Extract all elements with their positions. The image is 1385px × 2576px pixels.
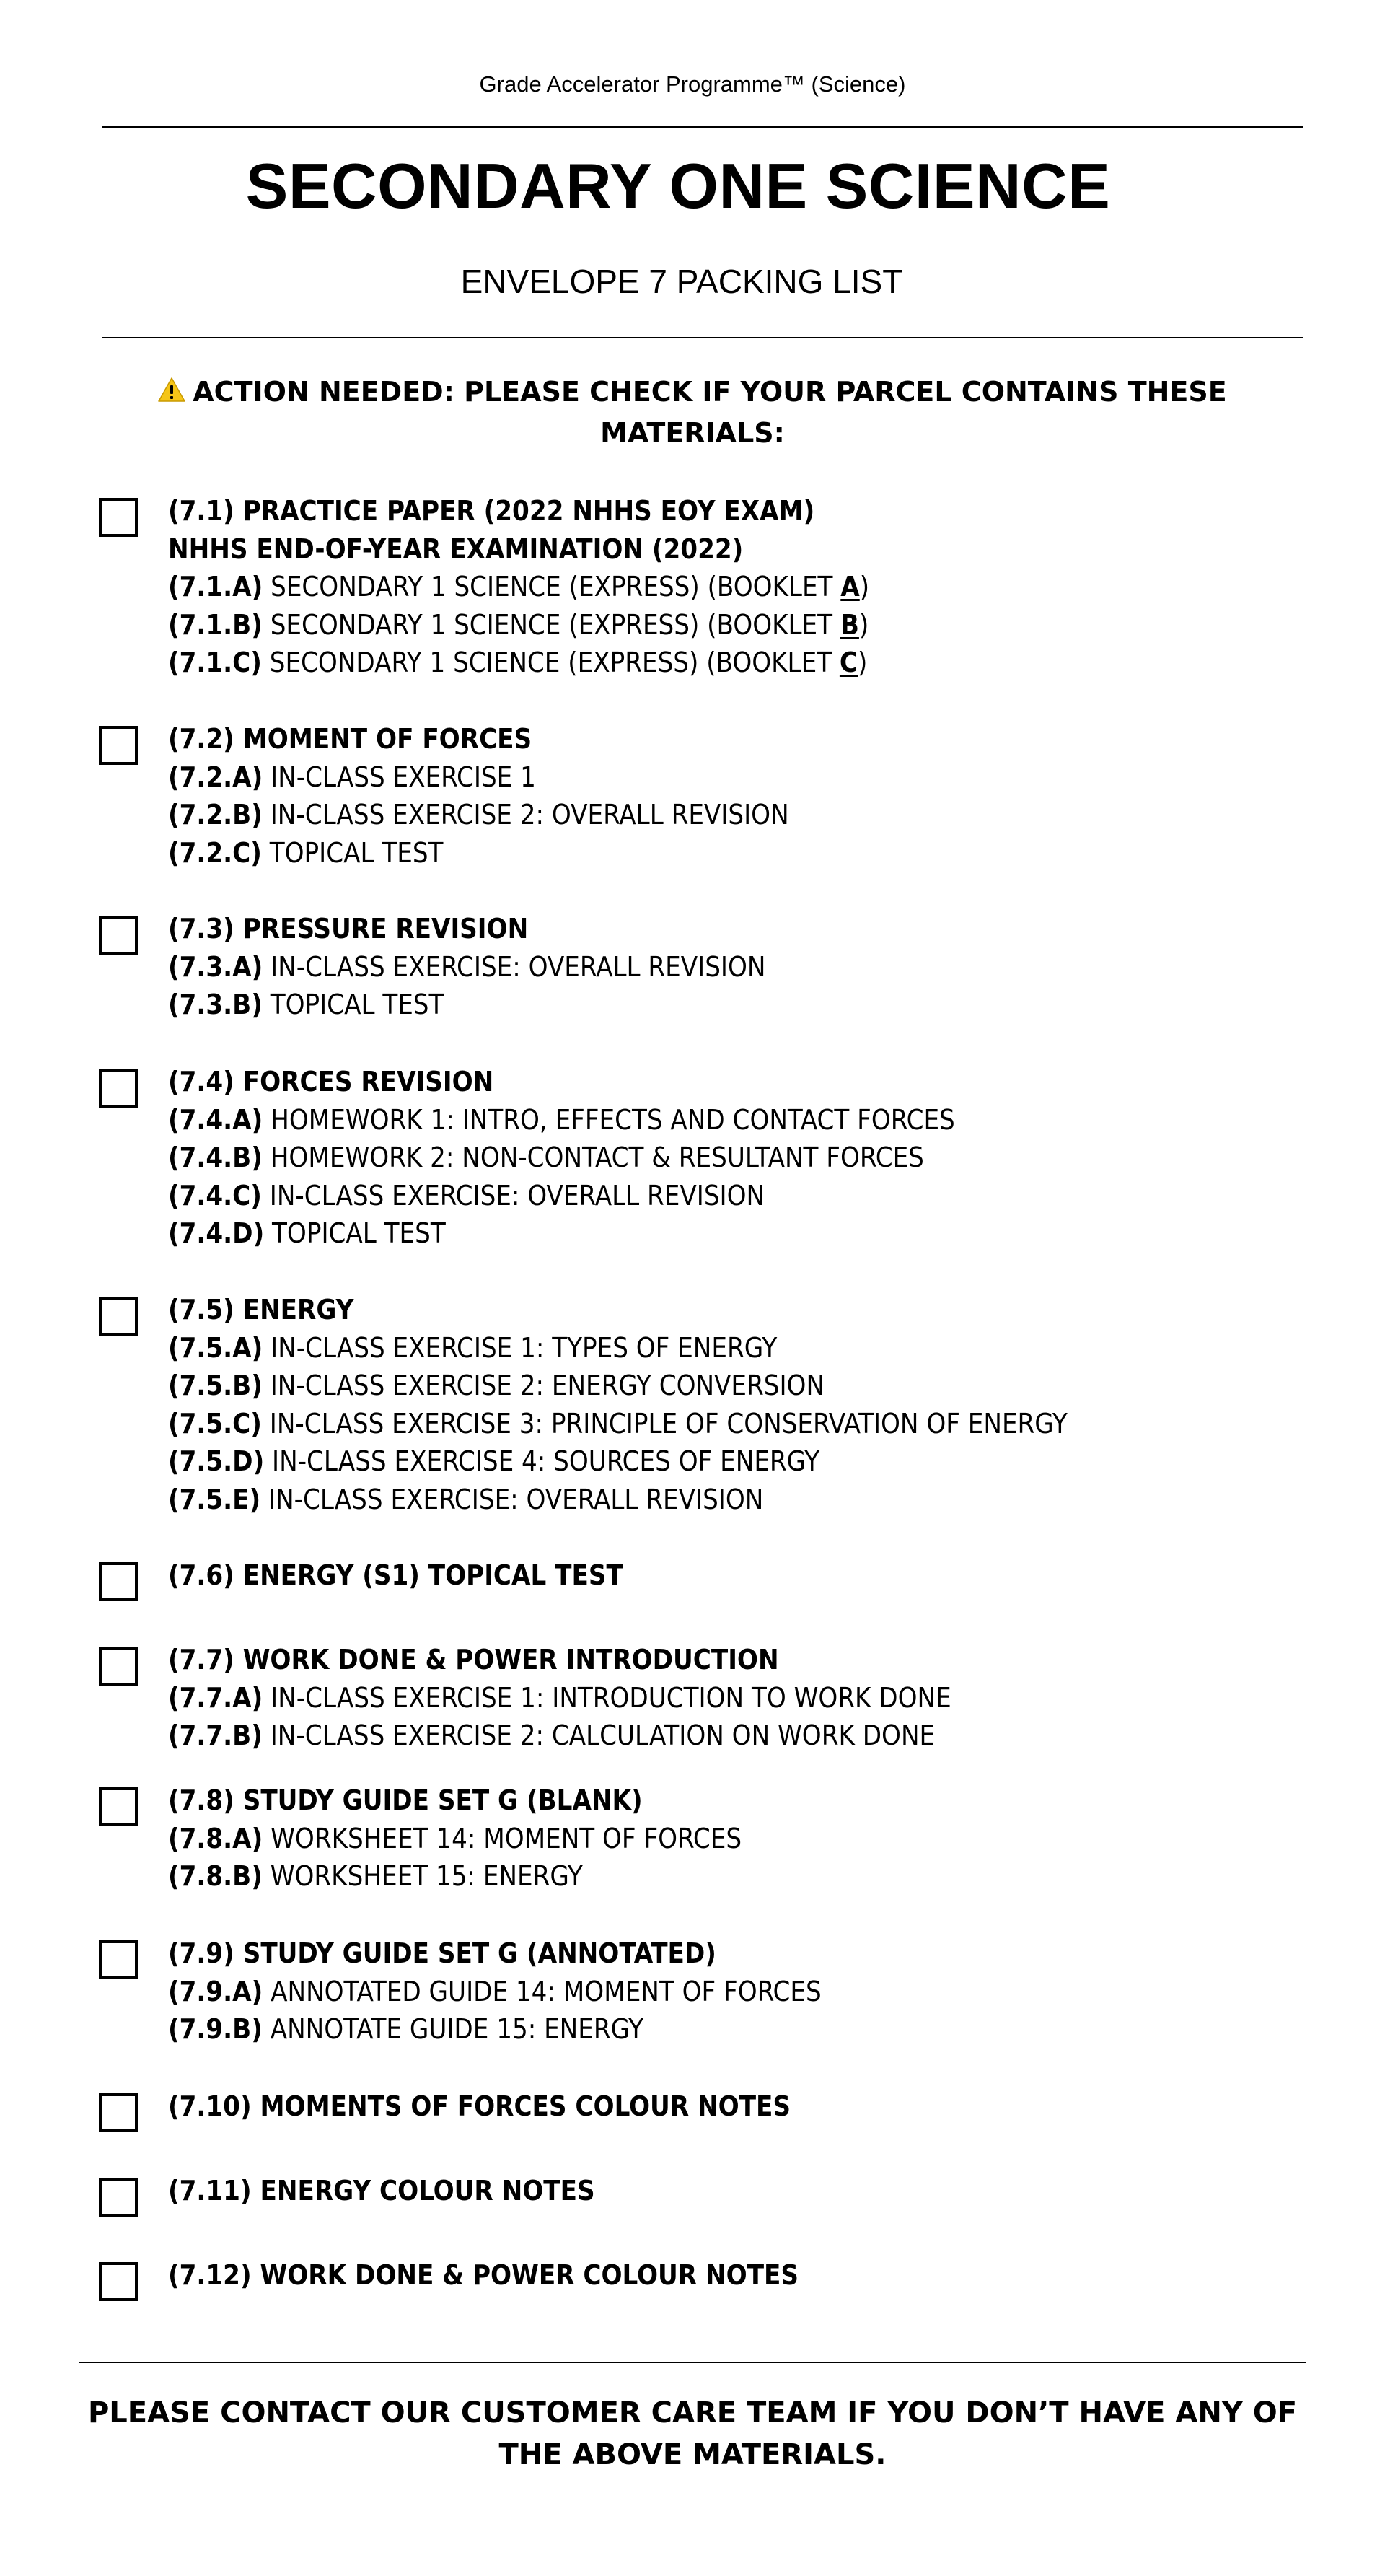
- subitem-code: (7.2.B): [168, 799, 263, 831]
- item-text-block: [168, 1935, 1337, 2049]
- item-checkbox[interactable]: [99, 2178, 138, 2217]
- subitem-description: ANNOTATED GUIDE 14: MOMENT OF FORCES: [271, 1975, 822, 2007]
- subitem-description: SECONDARY 1 SCIENCE (EXPRESS) (BOOKLET: [269, 647, 840, 678]
- subitem-line: [168, 1857, 1337, 1896]
- item-text-block: [168, 1782, 1337, 1896]
- subitem-line: [168, 1820, 1337, 1858]
- subitem-description: IN-CLASS EXERCISE 2: ENERGY CONVERSION: [270, 1370, 825, 1401]
- item-checkbox[interactable]: [99, 1297, 138, 1336]
- subitem-description: HOMEWORK 1: INTRO, EFFECTS AND CONTACT FORCES: [271, 1103, 955, 1136]
- subitem-description: IN-CLASS EXERCISE: OVERALL REVISION: [271, 950, 766, 983]
- subitem-code: (7.9.A): [168, 1975, 263, 2007]
- subitem-code: (7.4.A): [168, 1103, 263, 1136]
- subitem-line: [168, 1139, 1337, 1177]
- subitem-line: [168, 1177, 1337, 1215]
- subitem-description: HOMEWORK 2: NON-CONTACT & RESULTANT FORCES: [270, 1142, 924, 1173]
- subitem-code: (7.1.B): [168, 608, 263, 641]
- item-title: (7.5) ENERGY: [168, 1294, 354, 1326]
- item-checkbox[interactable]: [99, 1787, 138, 1826]
- item-title: (7.2) MOMENT OF FORCES: [168, 723, 532, 755]
- subitem-line: [168, 1442, 1337, 1481]
- item-text-block: [168, 720, 1337, 872]
- subitem-code: (7.8.A): [168, 1822, 263, 1854]
- subitem-description: IN-CLASS EXERCISE 1: INTRODUCTION TO WORK DONE: [271, 1681, 951, 1714]
- subitem-code: (7.1.A): [168, 571, 263, 603]
- item-text-block: [168, 1641, 1337, 1755]
- subitem-line: [168, 986, 1337, 1024]
- item-text-block: [168, 2172, 1337, 2210]
- subitem-code: (7.5.C): [168, 1407, 262, 1440]
- item-checkbox[interactable]: [99, 1647, 138, 1686]
- subitem-code: (7.5.A): [168, 1331, 263, 1364]
- subitem-line: [168, 948, 1337, 986]
- subitem-line: [168, 568, 1337, 606]
- subitem-line: [168, 796, 1337, 834]
- subitem-description: TOPICAL TEST: [272, 1217, 446, 1249]
- item-subtitle: NHHS END-OF-YEAR EXAMINATION (2022): [168, 533, 744, 565]
- subitem-description: WORKSHEET 14: MOMENT OF FORCES: [271, 1822, 742, 1854]
- item-checkbox[interactable]: [99, 916, 138, 955]
- item-title: (7.8) STUDY GUIDE SET G (BLANK): [168, 1784, 643, 1816]
- item-text-block: [168, 910, 1337, 1024]
- subitem-code: (7.9.B): [168, 2013, 263, 2045]
- subitem-line: [168, 1717, 1337, 1755]
- booklet-close-paren: ): [858, 647, 868, 678]
- action-notice-text: ACTION NEEDED: PLEASE CHECK IF YOUR PARCEL CONTAINS THESE MATERIALS:: [193, 376, 1227, 449]
- item-text-block: [168, 1063, 1337, 1253]
- subitem-description: WORKSHEET 15: ENERGY: [270, 1860, 583, 1892]
- subitem-line: [168, 1214, 1337, 1253]
- subitem-code: (7.5.D): [168, 1445, 265, 1477]
- booklet-close-paren: ): [858, 608, 869, 641]
- subitem-line: [168, 1101, 1337, 1139]
- page-subtitle: ENVELOPE 7 PACKING LIST: [460, 263, 903, 300]
- subitem-description: TOPICAL TEST: [269, 836, 444, 869]
- subitem-line: [168, 1679, 1337, 1717]
- subitem-code: (7.3.B): [168, 989, 263, 1020]
- subitem-line: [168, 1367, 1337, 1405]
- subitem-line: [168, 834, 1337, 872]
- subitem-line: [168, 2010, 1337, 2049]
- subitem-description: IN-CLASS EXERCISE: OVERALL REVISION: [269, 1179, 765, 1212]
- subitem-code: (7.4.C): [168, 1179, 262, 1212]
- item-text-block: [168, 2087, 1337, 2126]
- subitem-description: TOPICAL TEST: [270, 989, 444, 1020]
- programme-header: Grade Accelerator Programme™ (Science): [479, 71, 906, 97]
- subitem-code: (7.5.B): [168, 1370, 263, 1401]
- booklet-letter: A: [840, 571, 860, 603]
- item-title: (7.6) ENERGY (S1) TOPICAL TEST: [168, 1559, 623, 1591]
- item-checkbox[interactable]: [99, 498, 138, 537]
- subitem-line: [168, 1329, 1337, 1367]
- subitem-description: IN-CLASS EXERCISE: OVERALL REVISION: [268, 1483, 764, 1515]
- subitem-code: (7.4.D): [168, 1217, 265, 1249]
- subitem-line: [168, 758, 1337, 797]
- subitem-code: (7.5.E): [168, 1483, 261, 1515]
- subitem-line: [168, 644, 1337, 682]
- item-title: (7.4) FORCES REVISION: [168, 1066, 494, 1098]
- subitem-code: (7.7.B): [168, 1719, 263, 1751]
- subitem-code: (7.1.C): [168, 647, 262, 678]
- subitem-description: IN-CLASS EXERCISE 2: OVERALL REVISION: [270, 799, 789, 831]
- footer-divider: [79, 2362, 1306, 2363]
- booklet-close-paren: ): [859, 571, 870, 603]
- item-title: (7.10) MOMENTS OF FORCES COLOUR NOTES: [168, 2090, 791, 2122]
- page-title: SECONDARY ONE SCIENCE: [245, 150, 1111, 222]
- booklet-letter: B: [840, 608, 859, 641]
- subitem-description: SECONDARY 1 SCIENCE (EXPRESS) (BOOKLET: [270, 608, 840, 641]
- subitem-line: [168, 1405, 1337, 1443]
- item-checkbox[interactable]: [99, 726, 138, 765]
- item-checkbox[interactable]: [99, 1562, 138, 1601]
- item-title: (7.3) PRESSURE REVISION: [168, 913, 529, 945]
- subitem-description: IN-CLASS EXERCISE 1: TYPES OF ENERGY: [271, 1331, 778, 1364]
- item-text-block: [168, 1291, 1337, 1518]
- subitem-code: (7.7.A): [168, 1681, 263, 1714]
- subitem-code: (7.3.A): [168, 950, 263, 983]
- item-checkbox[interactable]: [99, 2262, 138, 2301]
- item-text-block: [168, 1556, 1337, 1595]
- item-title: (7.9) STUDY GUIDE SET G (ANNOTATED): [168, 1937, 716, 1969]
- item-title: (7.11) ENERGY COLOUR NOTES: [168, 2175, 595, 2207]
- subitem-description: SECONDARY 1 SCIENCE (EXPRESS) (BOOKLET: [271, 571, 841, 603]
- customer-care-notice: PLEASE CONTACT OUR CUSTOMER CARE TEAM IF YOU DON’T HAVE ANY OF THE ABOVE MATERIALS.: [87, 2396, 1298, 2471]
- subitem-description: ANNOTATE GUIDE 15: ENERGY: [270, 2013, 644, 2045]
- subitem-code: (7.4.B): [168, 1142, 263, 1173]
- subitem-description: IN-CLASS EXERCISE 4: SOURCES OF ENERGY: [272, 1445, 820, 1477]
- subitem-description: IN-CLASS EXERCISE 3: PRINCIPLE OF CONSERVATION OF ENERGY: [269, 1407, 1068, 1440]
- item-title: (7.1) PRACTICE PAPER (2022 NHHS EOY EXAM): [168, 495, 815, 527]
- item-checkbox[interactable]: [99, 2093, 138, 2132]
- booklet-letter: C: [839, 647, 858, 678]
- subitem-line: [168, 1973, 1337, 2011]
- subitem-code: (7.8.B): [168, 1860, 263, 1892]
- subitem-code: (7.2.A): [168, 761, 263, 793]
- subitem-description: IN-CLASS EXERCISE 1: [271, 761, 536, 793]
- subitem-line: [168, 1481, 1337, 1519]
- subitem-line: [168, 606, 1337, 644]
- item-title: (7.7) WORK DONE & POWER INTRODUCTION: [168, 1644, 779, 1675]
- subitem-code: (7.2.C): [168, 836, 262, 869]
- subitem-description: IN-CLASS EXERCISE 2: CALCULATION ON WORK DONE: [270, 1719, 936, 1751]
- item-title: (7.12) WORK DONE & POWER COLOUR NOTES: [168, 2259, 799, 2291]
- item-checkbox[interactable]: [99, 1940, 138, 1979]
- item-text-block: [168, 492, 1337, 682]
- item-text-block: [168, 2256, 1337, 2295]
- item-checkbox[interactable]: [99, 1069, 138, 1108]
